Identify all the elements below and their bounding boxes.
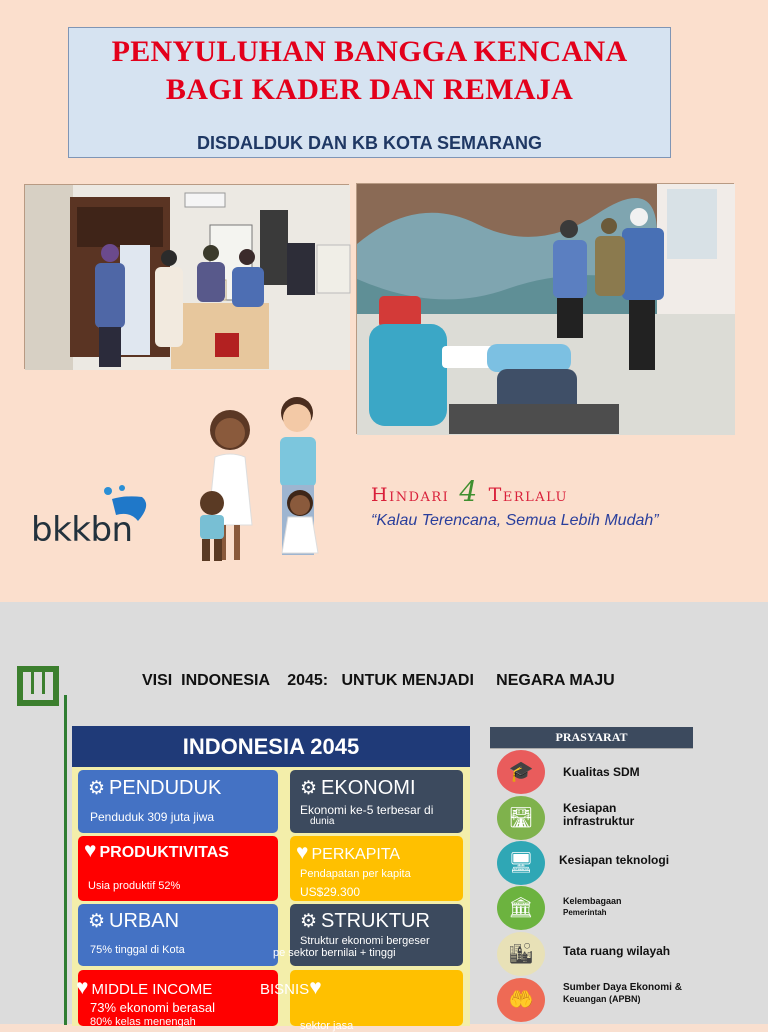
office-photo-illustration — [25, 185, 350, 370]
bkkbn-logo-text: bkkbn — [31, 510, 133, 550]
heart-icon: ♥ — [76, 976, 89, 999]
hindari-slogan — [371, 475, 568, 508]
heart-icon: ♥ — [296, 841, 309, 864]
card-sub: Struktur ekonomi bergeser — [300, 935, 430, 947]
money-hand-icon: 🤲 — [508, 989, 534, 1011]
card-urban — [78, 904, 278, 966]
req-label: Kesiapan — [563, 801, 617, 815]
slogan-quote: “Kalau Terencana, Semua Lebih Mudah” — [371, 512, 659, 529]
req-label: Kesiapan teknologi — [559, 853, 670, 867]
gear-icon: ⚙ — [88, 911, 106, 932]
road-icon: 🛣 — [508, 807, 534, 829]
card-sub: sektor jasa — [300, 1020, 354, 1032]
terlalu-word: Terlalu — [488, 484, 569, 506]
bottom-section — [0, 602, 768, 1032]
req-label2: Pemerintah — [563, 908, 607, 917]
card-title: PENDUDUK — [109, 777, 222, 799]
city-road-icon: 🏙 — [508, 943, 534, 965]
gear-icon: ⚙ — [300, 911, 318, 932]
card-sub: Ekonomi ke-5 terbesar di — [300, 803, 434, 817]
card-title: STRUKTUR — [321, 910, 430, 932]
card-sub2: pe sektor bernilai + tinggi — [273, 947, 396, 959]
req-label2: Keuangan (APBN) — [563, 994, 641, 1004]
prasyarat-header: PRASYARAT — [490, 727, 693, 749]
indonesia-2045-panel — [72, 726, 470, 1032]
req-teknologi — [497, 841, 757, 885]
hindari-number: 4 — [459, 475, 479, 508]
req-label: Kelembagaan — [563, 896, 622, 906]
family-icon — [190, 385, 335, 570]
heart-icon: ♥ — [84, 839, 97, 862]
card-sub2: 80% kelas menengah — [90, 1016, 196, 1028]
heart-icon: ♥ — [309, 976, 322, 999]
hindari-word: Hindari — [371, 484, 450, 506]
card-bisnis — [260, 970, 463, 1032]
card-sub: Usia produktif 52% — [88, 880, 181, 892]
card-penduduk — [78, 770, 278, 833]
emblem-icon — [15, 664, 61, 708]
req-sumber-daya — [497, 978, 757, 1022]
req-label: Sumber Daya Ekonomi & — [563, 982, 682, 993]
computer-icon: 🖥 — [508, 852, 534, 874]
building-icon: 🏛 — [508, 897, 534, 919]
req-kualitas-sdm — [497, 750, 757, 794]
card-sub: 75% tinggal di Kota — [90, 944, 185, 956]
card-title: PERKAPITA — [311, 846, 401, 863]
card-middle-income — [78, 970, 278, 1026]
card-perkapita — [290, 836, 463, 901]
req-tata-ruang — [497, 932, 757, 976]
gear-icon: ⚙ — [300, 778, 318, 799]
card-sub: Pendapatan per kapita — [300, 868, 411, 880]
card-produktivitas — [78, 836, 278, 901]
card-ekonomi — [290, 770, 463, 833]
page-title-line1: PENYULUHAN BANGGA KENCANA — [111, 35, 628, 68]
page-title-line2: BAGI KADER DAN REMAJA — [165, 73, 574, 106]
req-label2: infrastruktur — [563, 814, 635, 828]
card-struktur — [273, 904, 463, 966]
card-sub: Penduduk 309 juta jiwa — [90, 810, 215, 824]
card-title: BISNIS — [260, 981, 310, 998]
req-kelembagaan — [497, 886, 757, 930]
health-check-photo — [356, 183, 734, 434]
emblem-logo — [15, 664, 61, 713]
family-illustration — [190, 385, 335, 575]
req-label: Tata ruang wilayah — [563, 944, 671, 958]
card-title: PRODUKTIVITAS — [99, 844, 229, 861]
req-label: Kualitas SDM — [563, 765, 640, 779]
visi-heading: VISI INDONESIA 2045: UNTUK MENJADI NEGARA MAJU — [142, 672, 615, 689]
card-sub: 73% ekonomi berasal — [90, 1000, 216, 1015]
graduates-icon: 🎓 — [508, 761, 534, 783]
title-box — [68, 27, 671, 158]
office-photo — [24, 184, 349, 369]
page-subtitle: DISDALDUK DAN KB KOTA SEMARANG — [197, 133, 542, 153]
green-divider — [64, 695, 67, 1025]
req-infrastruktur — [497, 796, 757, 840]
health-check-photo-illustration — [357, 184, 735, 435]
card-title: URBAN — [109, 910, 180, 932]
card-sub2: US$29.300 — [300, 885, 361, 899]
card-title: EKONOMI — [321, 777, 416, 799]
gear-icon: ⚙ — [88, 778, 106, 799]
panel-title: INDONESIA 2045 — [72, 726, 470, 767]
card-title: MIDDLE INCOME — [91, 981, 213, 998]
card-sub2: dunia — [310, 816, 335, 827]
